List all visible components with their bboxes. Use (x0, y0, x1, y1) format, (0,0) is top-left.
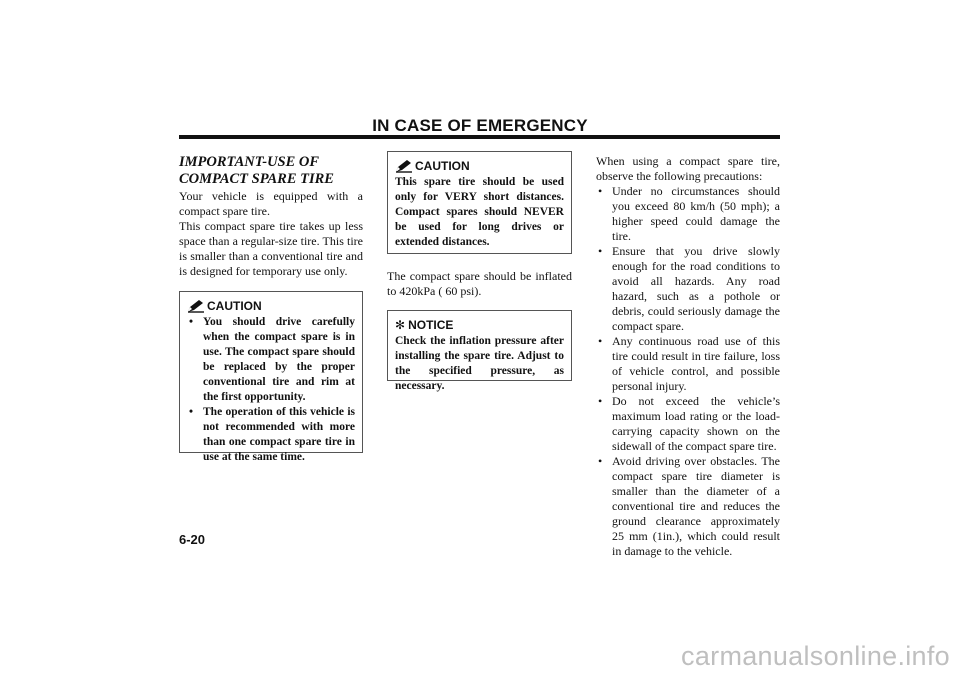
pencil-icon (395, 159, 413, 173)
pencil-icon (187, 299, 205, 313)
intro-paragraph: Your vehicle is equipped with a compact spare tire. (179, 189, 363, 218)
column-1 (179, 154, 363, 463)
caution-title (395, 158, 564, 174)
list-item: • Ensure that you drive slowly enough for the road conditions to avoid all hazards. Any road hazard, such as a pothole or debris, could seriously damage the compact spare. (598, 244, 780, 333)
notice-text: Check the inflation pressure after installing the spare tire. Adjust to the specified pressure, as necessary. (395, 335, 564, 392)
notice-title (395, 317, 564, 333)
list-item: • You should drive carefully when the compact spare is in use. The compact spare should be replaced by the proper conventional tire and rim at the first opportunity. (189, 316, 355, 403)
bullet: • (598, 334, 603, 348)
notice-box (387, 310, 572, 392)
list-item: • The operation of this vehicle is not recommended with more than one compact spare tire in use at the same time. (189, 406, 355, 463)
caution-label: CAUTION (207, 298, 262, 313)
bullet: • (598, 394, 603, 408)
caution-title (187, 298, 355, 314)
notice-label: NOTICE (408, 317, 454, 332)
asterisk-icon: ✻ (395, 317, 406, 332)
bullet: • (189, 316, 194, 328)
caution-box-1 (179, 291, 363, 463)
column-3 (596, 154, 780, 559)
caution-label: CAUTION (415, 158, 470, 173)
header-rule (179, 135, 780, 139)
watermark: carmanualsonline.info (681, 641, 950, 671)
list-item: • Under no circumstances should you exceed 80 km/h (50 mph); a higher speed could damage the tire. (598, 184, 780, 243)
column-2 (387, 151, 572, 392)
page-number: 6-20 (179, 532, 206, 547)
precautions-list (596, 184, 780, 559)
section-heading-line-2: COMPACT SPARE TIRE (179, 171, 334, 187)
list-item: • Avoid driving over obstacles. The compact spare tire diameter is smaller than the diameter of a conventional tire and reduces the ground clearance approximately 25 mm (1in.), which could result in damage to the vehicle. (598, 454, 780, 558)
section-heading-line-1: IMPORTANT-USE OF (179, 154, 320, 170)
inflation-paragraph: The compact spare should be inflated to 420kPa ( 60 psi). (387, 269, 572, 298)
description-paragraph: This compact spare tire takes up less space than a regular-size tire. This tire is smaller than a conventional tire and is designed for temporary use only. (179, 219, 363, 278)
bullet: • (189, 406, 194, 418)
list-item: • Any continuous road use of this tire could result in tire failure, loss of vehicle control, and possible personal injury. (598, 334, 780, 393)
bullet: • (598, 184, 603, 198)
page-header-title: IN CASE OF EMERGENCY (372, 116, 588, 135)
bullet: • (598, 454, 603, 468)
precautions-intro: When using a compact spare tire, observe the following precautions: (596, 154, 780, 183)
caution-list (187, 315, 355, 465)
caution-text: This spare tire should be used only for VERY short distances. Compact spares should NEVER be used for long drives or extended distances. (395, 176, 564, 248)
list-item: • Do not exceed the vehicle’s maximum load rating or the load-carrying capacity shown on the sidewall of the compact spare tire. (598, 394, 780, 453)
caution-box-2 (387, 151, 572, 254)
section-heading (179, 154, 363, 188)
bullet: • (598, 244, 603, 258)
